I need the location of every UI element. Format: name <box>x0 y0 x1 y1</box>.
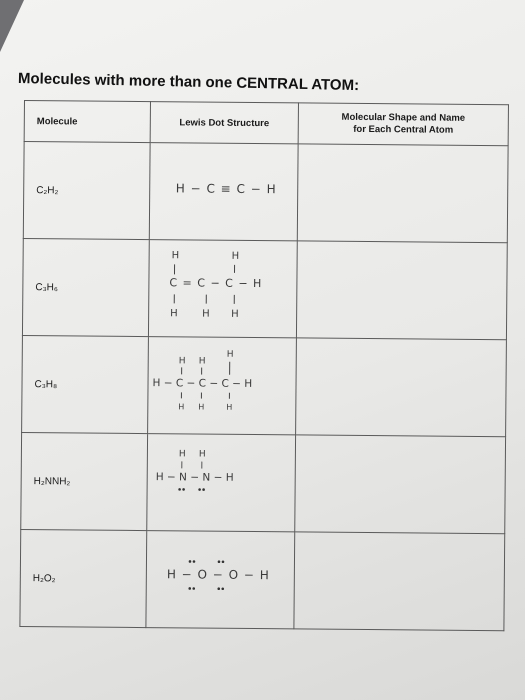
lone-pair-dot <box>189 560 192 563</box>
lewis-atom: H <box>178 402 185 412</box>
lewis-atom: H <box>178 449 186 460</box>
lone-pair-dot <box>222 560 225 563</box>
molecule-cell: C₂H₂ <box>23 142 150 240</box>
table-row <box>23 142 508 243</box>
header-shape-line2: for Each Central Atom <box>353 123 454 136</box>
lewis-cell <box>149 143 298 241</box>
molecule-cell: H₂NNH₂ <box>21 432 148 530</box>
header-molecule: Molecule <box>24 101 150 143</box>
table-row <box>22 335 507 436</box>
lone-pair-dot <box>182 488 185 491</box>
lewis-structure-c3h8 <box>148 337 297 429</box>
lewis-atom: H <box>198 402 205 412</box>
molecule-cell: C₃H₆ <box>22 238 149 336</box>
lone-pair-dot <box>198 488 201 491</box>
page-corner-shadow <box>0 0 24 52</box>
lone-pair-dot <box>188 587 191 590</box>
lone-pair-dot <box>178 488 181 491</box>
lewis-text: H − C − C − C − H <box>152 377 253 391</box>
shape-cell[interactable] <box>296 338 507 437</box>
lone-pair-dot <box>221 587 224 590</box>
lone-pair-dot <box>202 488 205 491</box>
lone-pair-dot <box>192 587 195 590</box>
molecule-cell: C₃H₈ <box>22 335 149 433</box>
worksheet-heading: Molecules with more than one CENTRAL ATOM: <box>17 70 360 95</box>
lewis-structure-h2o2 <box>146 531 295 623</box>
lewis-cell <box>148 337 297 435</box>
lewis-atom: H <box>231 308 239 320</box>
lewis-structure-h2nnh2 <box>147 434 296 526</box>
lewis-atom: H <box>198 449 206 460</box>
shape-cell[interactable] <box>295 435 506 534</box>
lewis-atom: H <box>198 356 206 367</box>
lone-pair-dot <box>217 587 220 590</box>
worksheet-table <box>19 100 509 631</box>
lewis-text: H − C ≡ C − H <box>175 181 277 197</box>
shape-cell[interactable] <box>294 532 505 631</box>
table-header-row <box>24 101 508 146</box>
lewis-text: H − O − O − H <box>166 567 270 583</box>
lewis-atom: H <box>170 308 178 320</box>
lewis-atom: H <box>226 349 234 360</box>
lewis-atom: H <box>231 250 240 262</box>
lewis-structure-c2h2 <box>150 143 299 235</box>
lewis-atom: H <box>226 402 233 412</box>
molecule-cell: H₂O₂ <box>20 529 147 627</box>
shape-cell[interactable] <box>296 241 507 340</box>
lewis-atom: H <box>202 308 210 320</box>
lewis-cell <box>147 434 296 532</box>
lewis-text: H − N − N − H <box>155 471 234 484</box>
lewis-atom: H <box>171 250 180 262</box>
lewis-cell <box>148 240 297 338</box>
table-row <box>20 529 505 630</box>
lewis-structure-c3h6 <box>149 240 298 332</box>
lewis-atom: H <box>178 356 186 367</box>
header-shape-line1: Molecular Shape and Name <box>341 111 466 124</box>
table-row <box>21 432 506 533</box>
lewis-cell <box>146 531 295 629</box>
worksheet-table-wrap <box>20 100 508 600</box>
lewis-text: C = C − C − H <box>169 276 263 291</box>
lone-pair-dot <box>218 560 221 563</box>
lone-pair-dot <box>193 560 196 563</box>
table-row <box>22 238 507 339</box>
shape-cell[interactable] <box>297 144 508 243</box>
header-lewis: Lewis Dot Structure <box>150 102 298 144</box>
header-shape <box>298 103 508 146</box>
